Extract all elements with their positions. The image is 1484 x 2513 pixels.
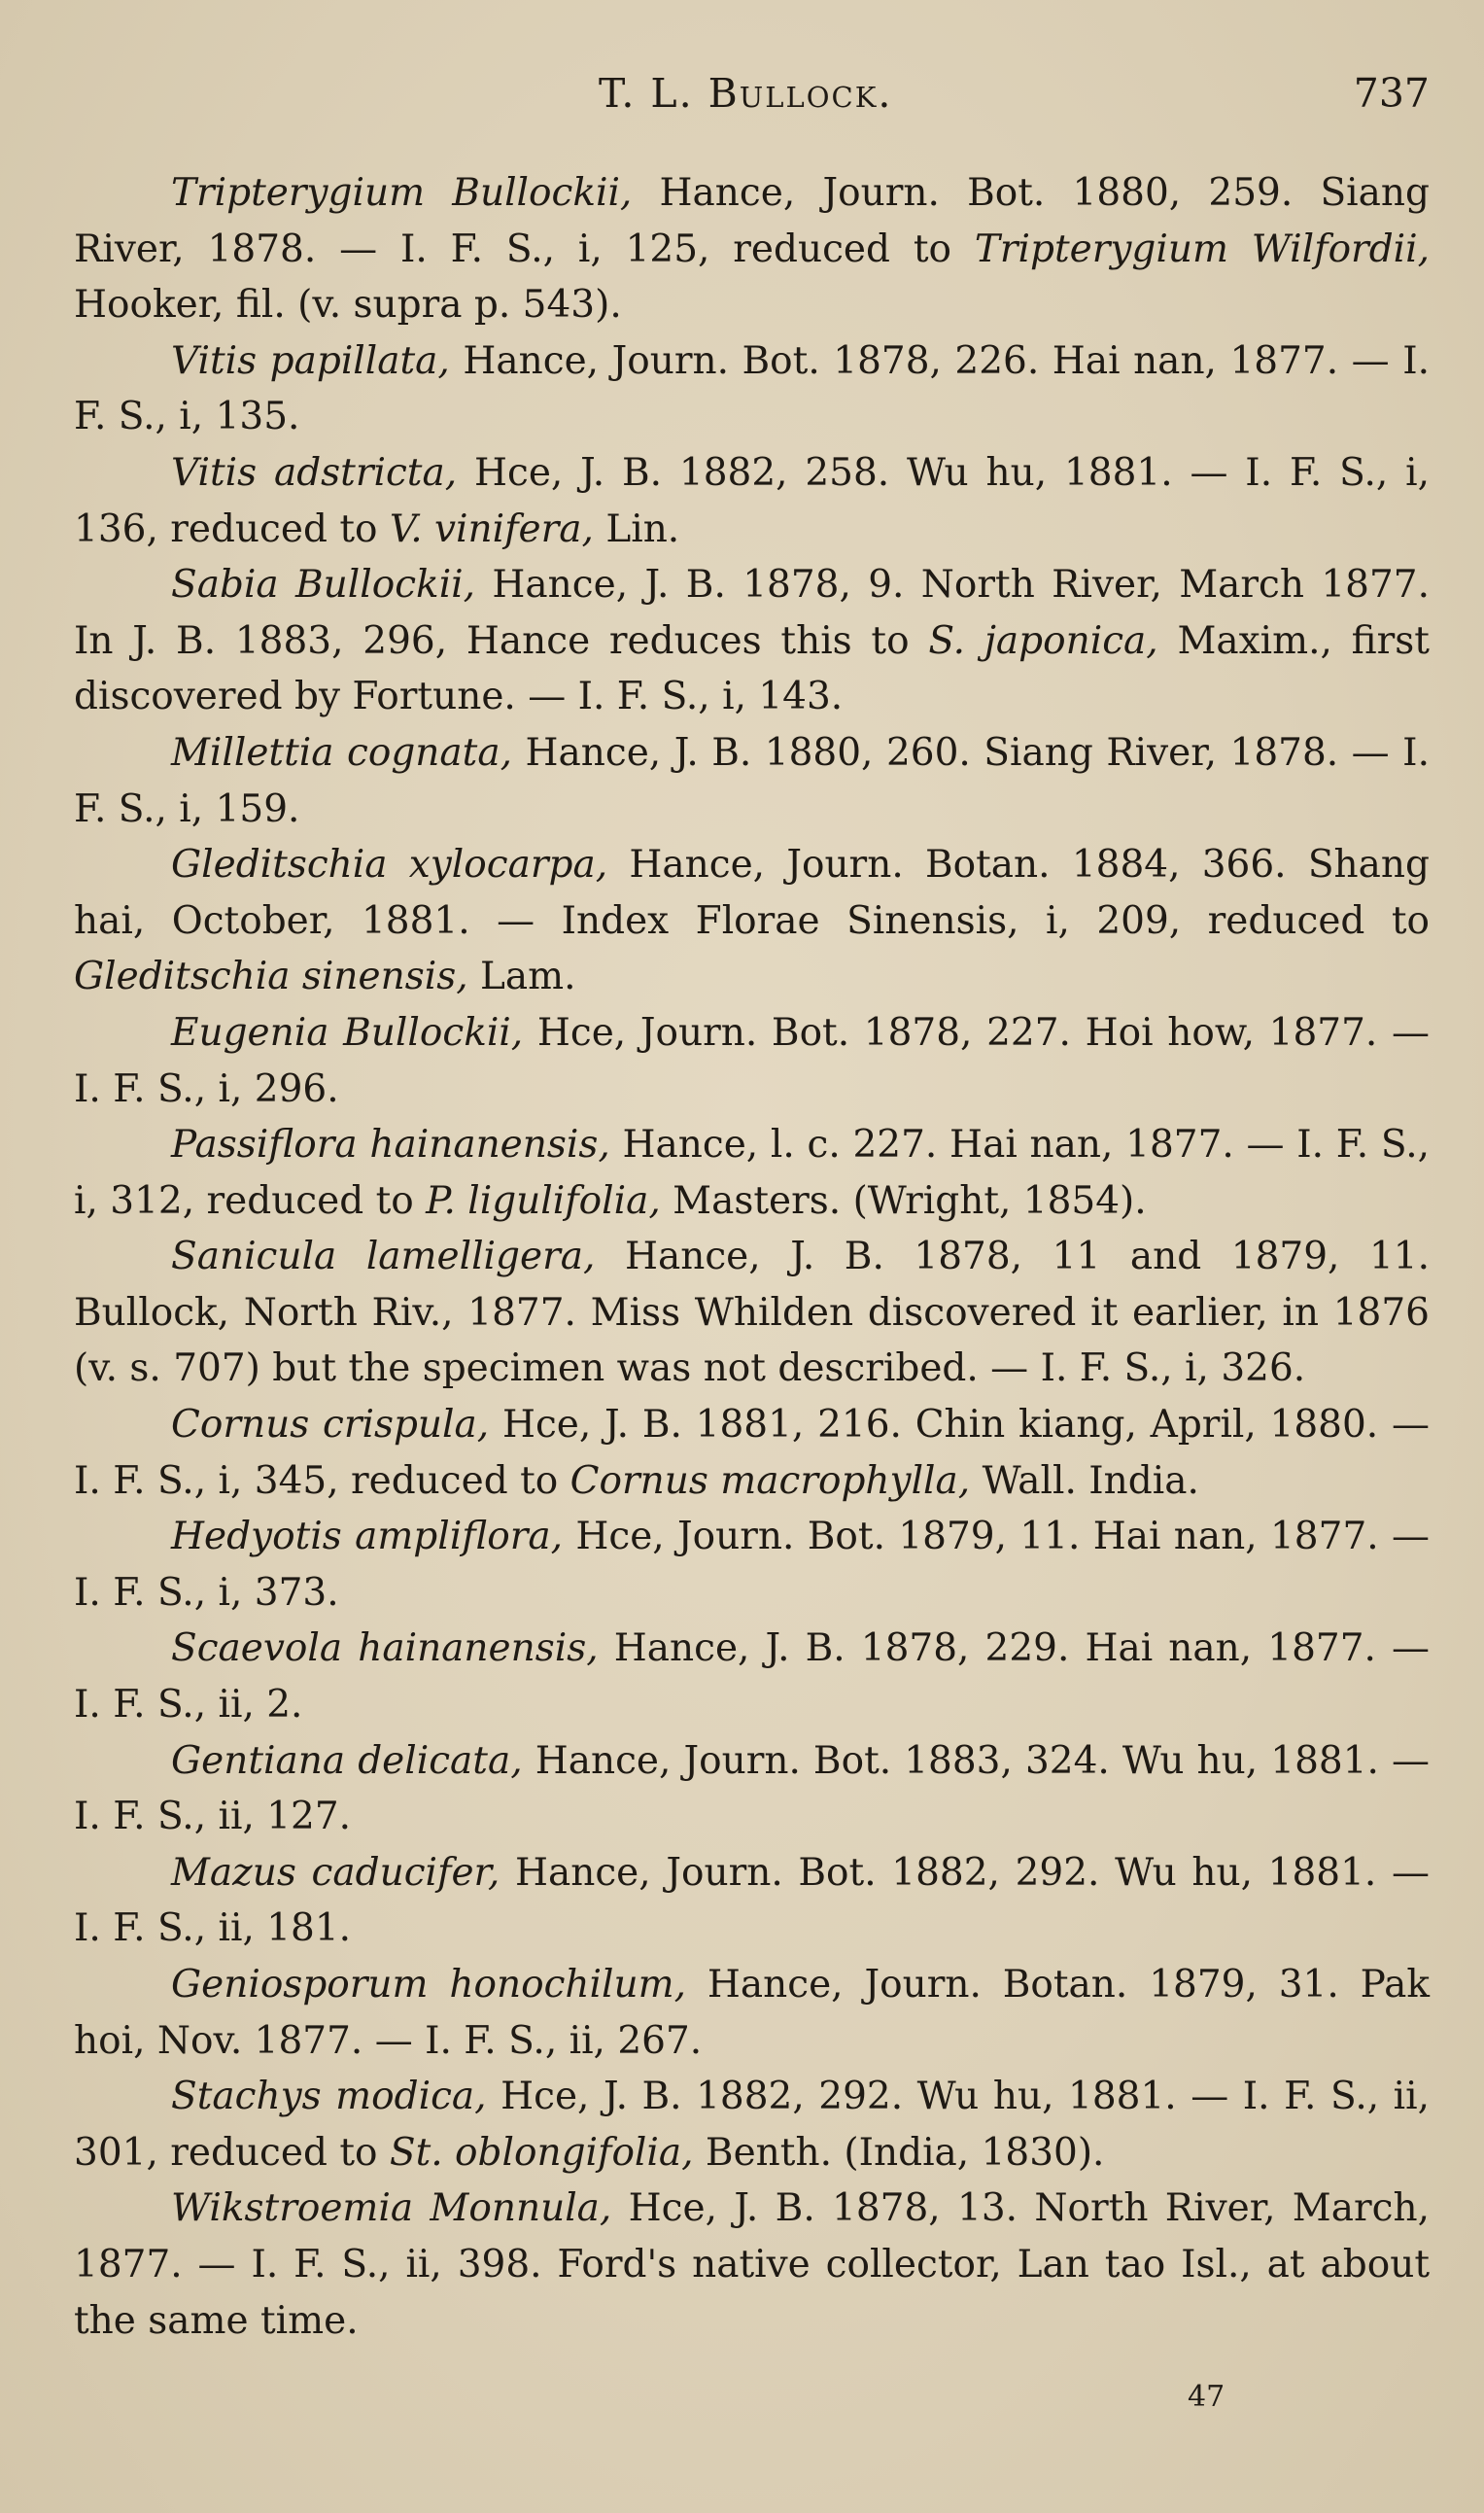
entry-text: Hce, Journ. Bot. 1879, 11. Hai nan, 1877. — I. F. S., i, 373. <box>74 1515 1430 1615</box>
entry-text: Hance, Journ. Botan. 1884, 366. Shang hai, October, 1881. — Index Florae Sinensis, i, 209, reduced to <box>74 843 1430 943</box>
species-name: Sanicula lamelligera, <box>171 1235 596 1279</box>
running-header <box>74 70 1430 128</box>
species-name: Sabia Bullockii, <box>171 563 476 608</box>
entry-paragraph <box>74 1957 1430 2069</box>
reduced-species-name: Tripterygium Wilfordii, <box>974 227 1430 271</box>
entry-text: Hance, J. B. 1880, 260. Siang River, 1878. — I. F. S., i, 159. <box>74 730 1430 831</box>
entry-paragraph <box>74 1845 1430 1957</box>
reduced-species-name: Cornus macrophylla, <box>569 1458 971 1503</box>
species-name: Cornus crispula, <box>171 1403 490 1448</box>
entry-text-continued: Benth. (India, 1830). <box>693 2130 1105 2175</box>
entry-text: Hance, J. B. 1878, 229. Hai nan, 1877. — I. F. S., ii, 2. <box>74 1626 1430 1728</box>
entry-paragraph <box>74 1005 1430 1117</box>
reduced-species-name: P. ligulifolia, <box>426 1178 661 1223</box>
entry-paragraph <box>74 557 1430 725</box>
entry-text: Hance, Journ. Bot. 1880, 259. Siang River, 1878. — I. F. S., i, 125, reduced to <box>74 171 1430 271</box>
entry-text-continued: Lin. <box>593 506 680 551</box>
entry-paragraph <box>74 725 1430 837</box>
entry-text-continued: Hooker, fil. (v. supra p. 543). <box>74 283 622 328</box>
entry-paragraph <box>74 445 1430 557</box>
entry-text-continued: Masters. (Wright, 1854). <box>660 1178 1147 1223</box>
species-name: Gentiana delicata, <box>171 1738 523 1783</box>
entry-text: Hce, J. B. 1878, 13. North River, March, 1877. — I. F. S., ii, 398. Ford's native collector, Lan tao Isl., at about the same time. <box>74 2186 1430 2343</box>
entry-paragraph <box>74 837 1430 1005</box>
entry-paragraph <box>74 1117 1430 1229</box>
entry-text: Hce, J. B. 1882, 292. Wu hu, 1881. — I. F. S., ii, 301, reduced to <box>74 2075 1430 2175</box>
entry-text: Hance, Journ. Bot. 1883, 324. Wu hu, 1881. — I. F. S., ii, 127. <box>74 1738 1430 1839</box>
entry-paragraph <box>74 1397 1430 1509</box>
entry-text: Hance, Journ. Botan. 1879, 31. Pak hoi, Nov. 1877. — I. F. S., ii, 267. <box>74 1963 1430 2063</box>
reduced-species-name: V. vinifera, <box>389 506 594 551</box>
entry-paragraph <box>74 1733 1430 1845</box>
species-name: Gleditschia xylocarpa, <box>171 843 608 888</box>
species-name: Tripterygium Bullockii, <box>171 171 633 215</box>
species-name: Vitis adstricta, <box>171 450 458 495</box>
entry-text: Hce, J. B. 1882, 258. Wu hu, 1881. — I. F. S., i, 136, reduced to <box>74 450 1430 551</box>
entry-paragraph <box>74 1229 1430 1397</box>
species-name: Millettia cognata, <box>171 730 512 775</box>
entry-paragraph <box>74 1509 1430 1621</box>
reduced-species-name: St. oblongifolia, <box>389 2130 694 2175</box>
entry-text: Hance, J. B. 1878, 11 and 1879, 11. Bullock, North Riv., 1877. Miss Whilden discovered it earlier, in 1876 (v. s. 707) but the specimen was not described. — I. F. S., i, 326. <box>74 1235 1431 1391</box>
entry-text: Hance, Journ. Bot. 1882, 292. Wu hu, 1881. — I. F. S., ii, 181. <box>74 1850 1430 1951</box>
species-name: Wikstroemia Monnula, <box>171 2186 612 2231</box>
running-title: T. L. Bullock. <box>599 70 893 117</box>
entry-text: Hance, J. B. 1878, 9. North River, March 1877. In J. B. 1883, 296, Hance reduces this to <box>74 563 1431 663</box>
entry-paragraph <box>74 2181 1430 2349</box>
entry-paragraph <box>74 2069 1430 2181</box>
entry-text-continued: Wall. India. <box>970 1458 1199 1503</box>
entries-list <box>74 165 1430 2349</box>
entry-text-continued: Lam. <box>467 955 576 999</box>
reduced-species-name: Gleditschia sinensis, <box>74 955 468 999</box>
entry-paragraph <box>74 1621 1430 1732</box>
species-name: Scaevola hainanensis, <box>171 1626 599 1671</box>
page-number: 737 <box>1353 70 1430 117</box>
species-name: Mazus caducifer, <box>171 1850 500 1895</box>
signature-mark: 47 <box>1188 2380 1225 2414</box>
species-name: Vitis papillata, <box>171 338 450 383</box>
species-name: Hedyotis ampliflora, <box>171 1515 564 1559</box>
entry-paragraph <box>74 333 1430 445</box>
species-name: Passiflora hainanensis, <box>171 1123 610 1168</box>
entry-text-continued: Maxim., first discovered by Fortune. — I. F. S., i, 143. <box>74 618 1430 719</box>
entry-text: Hce, Journ. Bot. 1878, 227. Hoi how, 1877. — I. F. S., i, 296. <box>74 1010 1430 1111</box>
species-name: Geniosporum honochilum, <box>171 1963 686 2007</box>
reduced-species-name: S. japonica, <box>928 618 1158 663</box>
species-name: Eugenia Bullockii, <box>171 1010 524 1055</box>
entry-text: Hce, J. B. 1881, 216. Chin kiang, April, 1880. — I. F. S., i, 345, reduced to <box>74 1403 1430 1503</box>
entry-text: Hance, l. c. 227. Hai nan, 1877. — I. F. S., i, 312, reduced to <box>74 1123 1430 1223</box>
entry-paragraph <box>74 165 1430 333</box>
species-name: Stachys modica, <box>171 2075 487 2119</box>
entry-text: Hance, Journ. Bot. 1878, 226. Hai nan, 1877. — I. F. S., i, 135. <box>74 338 1431 439</box>
